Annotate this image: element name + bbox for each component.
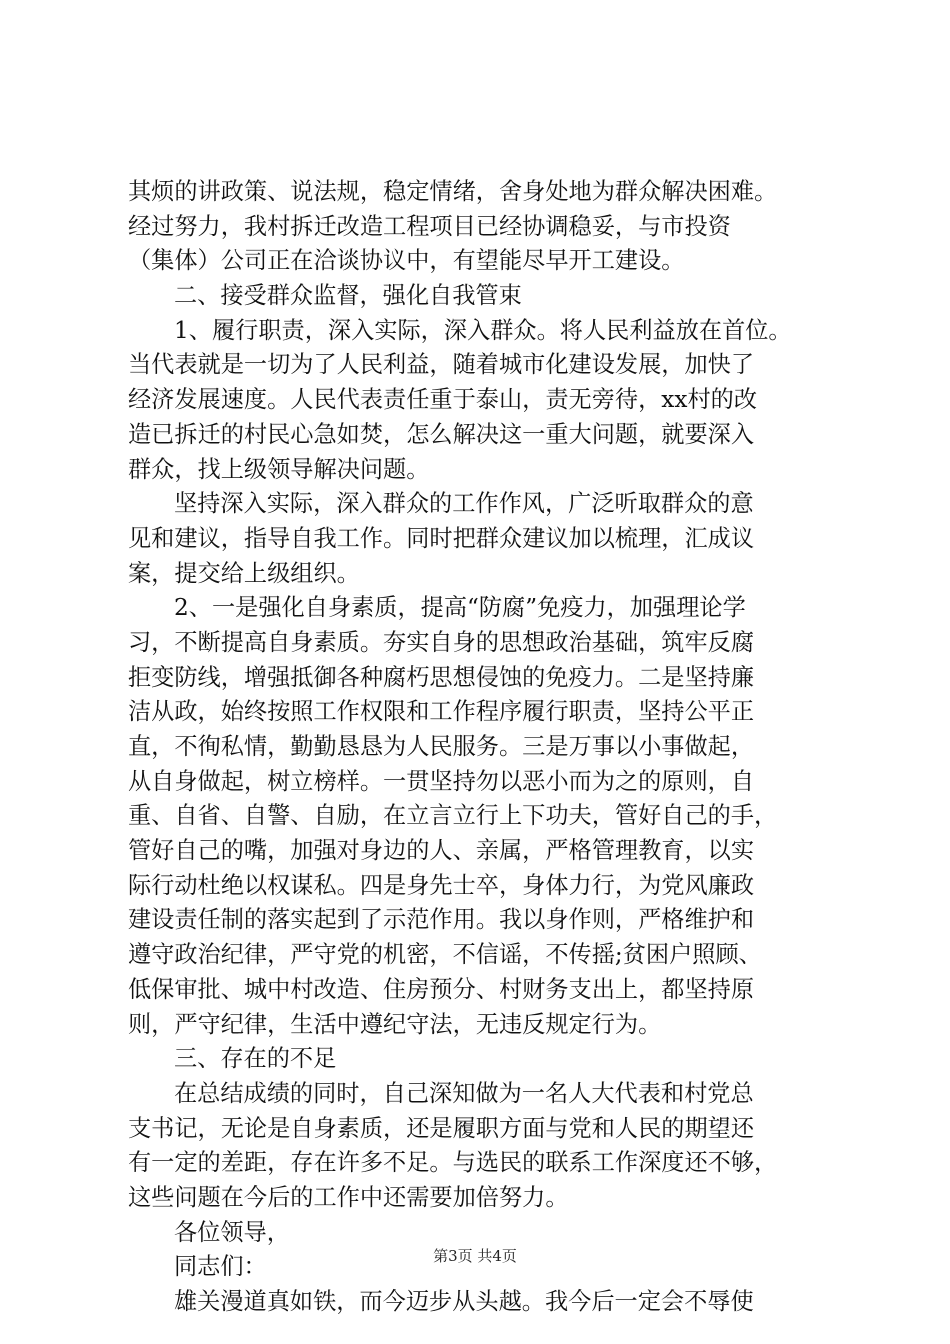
text-line: 坚持深入实际，深入群众的工作作风，广泛听取群众的意: [174, 490, 754, 518]
text-line: 造已拆迁的村民心急如焚，怎么解决这一重大问题，就要深入: [128, 420, 755, 448]
salutation-line: 各位领导，: [174, 1218, 290, 1246]
section-heading: 二、接受群众监督，强化自我管束: [174, 282, 522, 310]
text-line: 群众，找上级领导解决问题。: [128, 455, 430, 483]
text-line: 有一定的差距，存在许多不足。与选民的联系工作深度还不够，: [128, 1149, 778, 1177]
text-line: 经济发展速度。人民代表责任重于泰山，责无旁待，xx村的改: [128, 386, 758, 414]
text-line: 这些问题在今后的工作中还需要加倍努力。: [128, 1183, 569, 1211]
text-line: 拒变防线，增强抵御各种腐朽思想侵蚀的免疫力。二是坚持廉: [128, 663, 755, 691]
page-number: 第3页 共4页: [433, 1247, 517, 1265]
text-line: 则，严守纪律，生活中遵纪守法，无违反规定行为。: [128, 1010, 662, 1038]
text-line: 雄关漫道真如铁，而今迈步从头越。我今后一定会不辱使: [174, 1288, 754, 1315]
text-line: 案，提交给上级组织。: [128, 559, 360, 587]
text-line: 习，不断提高自身素质。夯实自身的思想政治基础，筑牢反腐: [128, 628, 755, 656]
text-line: 重、自省、自警、自励，在立言立行上下功夫，管好自己的手，: [128, 802, 778, 830]
text-line: 当代表就是一切为了人民利益，随着城市化建设发展，加快了: [128, 351, 755, 379]
text-line: 支书记，无论是自身素质，还是履职方面与党和人民的期望还: [128, 1114, 755, 1142]
salutation-line: 同志们：: [174, 1253, 267, 1281]
text-line: 见和建议，指导自我工作。同时把群众建议加以梳理，汇成议: [128, 524, 755, 552]
page-footer: [0, 1246, 950, 1266]
text-line: 建设责任制的落实起到了示范作用。我以身作则，严格维护和: [128, 906, 755, 934]
body-text: [128, 175, 858, 1320]
text-line: 从自身做起，树立榜样。一贯坚持勿以恶小而为之的原则，自: [128, 767, 755, 795]
text-line: 际行动杜绝以权谋私。四是身先士卒，身体力行，为党风廉政: [128, 871, 755, 899]
section-heading: 三、存在的不足: [174, 1045, 337, 1073]
text-line: 2、一是强化自身素质，提高“防腐”免疫力，加强理论学: [174, 594, 746, 622]
text-line: 在总结成绩的同时，自己深知做为一名人大代表和村党总: [174, 1079, 754, 1107]
text-line: （集体）公司正在洽谈协议中，有望能尽早开工建设。: [128, 247, 685, 275]
text-line: 遵守政治纪律，严守党的机密，不信谣，不传摇;贫困户照顾、: [128, 941, 762, 969]
text-line: 直，不徇私情，勤勤恳恳为人民服务。三是万事以小事做起，: [128, 733, 755, 760]
text-line: 其烦的讲政策、说法规，稳定情绪，舍身处地为群众解决困难。: [128, 178, 778, 205]
text-line: 洁从政，始终按照工作权限和工作程序履行职责，坚持公平正: [128, 698, 755, 726]
text-line: 低保审批、城中村改造、住房预分、村财务支出上，都坚持原: [128, 975, 755, 1003]
text-line: 经过努力，我村拆迁改造工程项目已经协调稳妥，与市投资: [128, 212, 731, 240]
text-line: 管好自己的嘴，加强对身边的人、亲属，严格管理教育，以实: [128, 837, 755, 865]
text-line: 1、履行职责，深入实际，深入群众。将人民利益放在首位。: [174, 316, 792, 344]
